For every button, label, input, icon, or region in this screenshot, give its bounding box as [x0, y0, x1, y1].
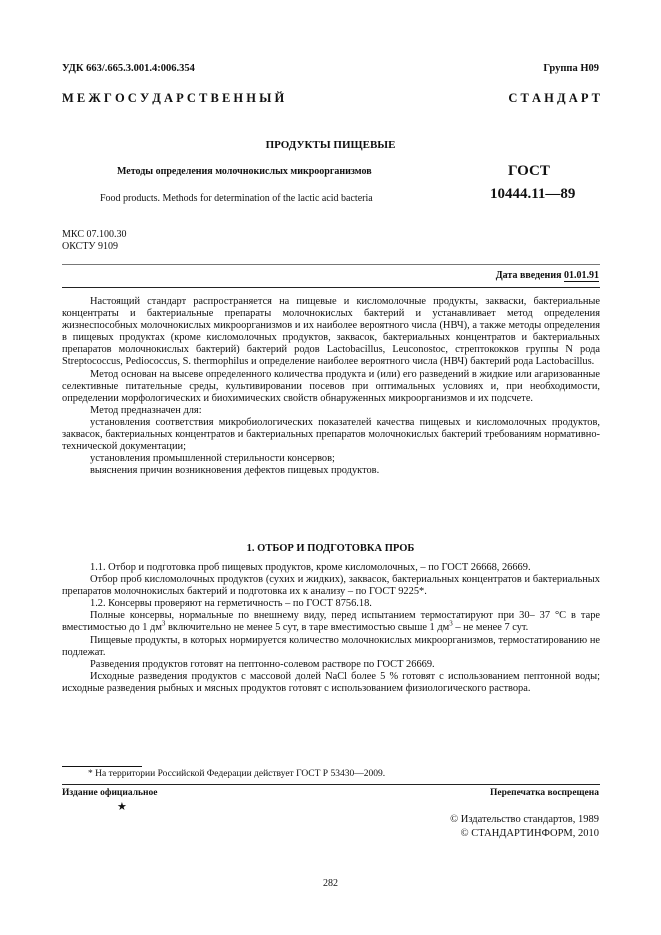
paragraph: выяснения причин возникновения дефектов пищевых продуктов.: [90, 465, 380, 477]
paragraph: [62, 610, 600, 634]
udk-code: УДК 663/.665.3.001.4:006.354: [62, 63, 195, 74]
document-title: ПРОДУКТЫ ПИЩЕВЫЕ: [265, 139, 396, 151]
english-title: Food products. Methods for determination of the lactic acid bacteria: [100, 193, 373, 204]
interstate-word: М Е Ж Г О С У Д А Р С Т В Е Н Н Ы Й: [62, 91, 285, 105]
scope-text: [62, 296, 600, 477]
gost-number: 10444.11—89: [490, 186, 576, 202]
footnote-rule: [62, 766, 142, 767]
paragraph: 1.2. Консервы проверяют на герметичность – по ГОСТ 8756.18.: [90, 598, 372, 610]
page-number: 282: [323, 878, 338, 889]
interstate-standard-banner: [62, 91, 600, 106]
divider: [62, 287, 600, 288]
footnote: * На территории Российской Федерации действует ГОСТ Р 53430—2009.: [88, 769, 386, 779]
paragraph: Исходные разведения продуктов с массовой долей NaCl более 5 % готовят с использованием пептонной воды; исходные разведения рыбных и мясных продуктов готовят с использованием физиологического раствора.: [62, 670, 600, 694]
section-1-text: [62, 562, 600, 695]
group-code: Группа Н09: [543, 63, 599, 74]
official-edition: Издание официальное: [62, 788, 158, 798]
paragraph: установления соответствия микробиологических показателей качества пищевых и кисломолочных продуктов, заквасок, бактериальных концентратов и бактериальных препаратов молочнокислых бактерий требованиям нормативно-технической документации;: [62, 416, 600, 453]
text-fragment: Полные консервы, нормальные по внешнему виду, перед испытанием термостатируют при 30– 37 °С в таре вместимостью до 1 дм: [62, 610, 600, 634]
paragraph: Метод основан на высеве определенного количества продукта и (или) его разведений в жидкие или агаризованные селективные питательные среды, культивировании посевов при оптимальных условиях и, при необходимости, определении морфологических и биохимических свойств обнаруженных микроорганизмов и их подсчете.: [62, 368, 600, 404]
paragraph: установления промышленной стерильности консервов;: [90, 453, 335, 465]
reprint-notice: Перепечатка воспрещена: [489, 788, 599, 798]
gost-label: ГОСТ: [508, 163, 550, 179]
superscript: 3: [161, 620, 166, 628]
copyright-1: © Издательство стандартов, 1989: [450, 814, 599, 825]
mks-code: МКС 07.100.30: [62, 229, 127, 240]
paragraph: Пищевые продукты, в которых нормируется количество молочнокислых микроорганизмов, термостатированию не подлежат.: [62, 634, 600, 658]
document-subtitle: Методы определения молочнокислых микроорганизмов: [117, 166, 372, 177]
intro-date-label: Дата введения: [495, 270, 562, 281]
paragraph: Разведения продуктов готовят на пептонно-солевом растворе по ГОСТ 26669.: [90, 658, 435, 670]
paragraph: Отбор проб кисломолочных продуктов (сухих и жидких), заквасок, бактериальных концентратов и бактериальных препаратов молочнокислых бактерий и подготовка их к анализу – по ГОСТ 9225*.: [62, 574, 600, 598]
intro-date: [496, 270, 599, 281]
paragraph: Метод предназначен для:: [90, 404, 202, 416]
section-heading: 1. ОТБОР И ПОДГОТОВКА ПРОБ: [246, 543, 415, 554]
intro-date-value: 01.01.91: [564, 270, 599, 281]
divider: [62, 264, 600, 265]
divider: [62, 784, 600, 785]
paragraph: Настоящий стандарт распространяется на пищевые и кисломолочные продукты, закваски, бактериальные концентраты и бактериальные препараты молочнокислых бактерий и устанавливает метод определения жизнеспособных молочнокислых микроорганизмов и их наиболее вероятного числа (НВЧ), а также методы определения в пищевых продуктах (кроме кисломолочных продуктов, заквасок, бактериальных концентратов и бактериальных препаратов молочнокислых бактерий) бактерий родов Lactobacillus, Leuconostoc, стрептококков группы N рода Streptococcus, Pediococcus, S. thermophilus и определение наиболее вероятного числа (НВЧ) бактерий рода Lactobacillus.: [62, 296, 600, 368]
star-icon: ★: [117, 801, 127, 813]
text-fragment: – не менее 7 сут.: [452, 622, 529, 634]
copyright-2: © СТАНДАРТИНФОРМ, 2010: [460, 828, 599, 839]
standard-word: С Т А Н Д А Р Т: [508, 91, 600, 105]
classification-codes: [62, 229, 126, 253]
paragraph: 1.1. Отбор и подготовка проб пищевых продуктов, кроме кисломолочных, – по ГОСТ 26668, 26669.: [90, 562, 531, 573]
okstu-code: ОКСТУ 9109: [62, 241, 119, 252]
text-fragment: включительно не менее 5 сут, в таре вместимостью свыше 1 дм: [165, 622, 450, 634]
superscript: 3: [449, 620, 453, 628]
